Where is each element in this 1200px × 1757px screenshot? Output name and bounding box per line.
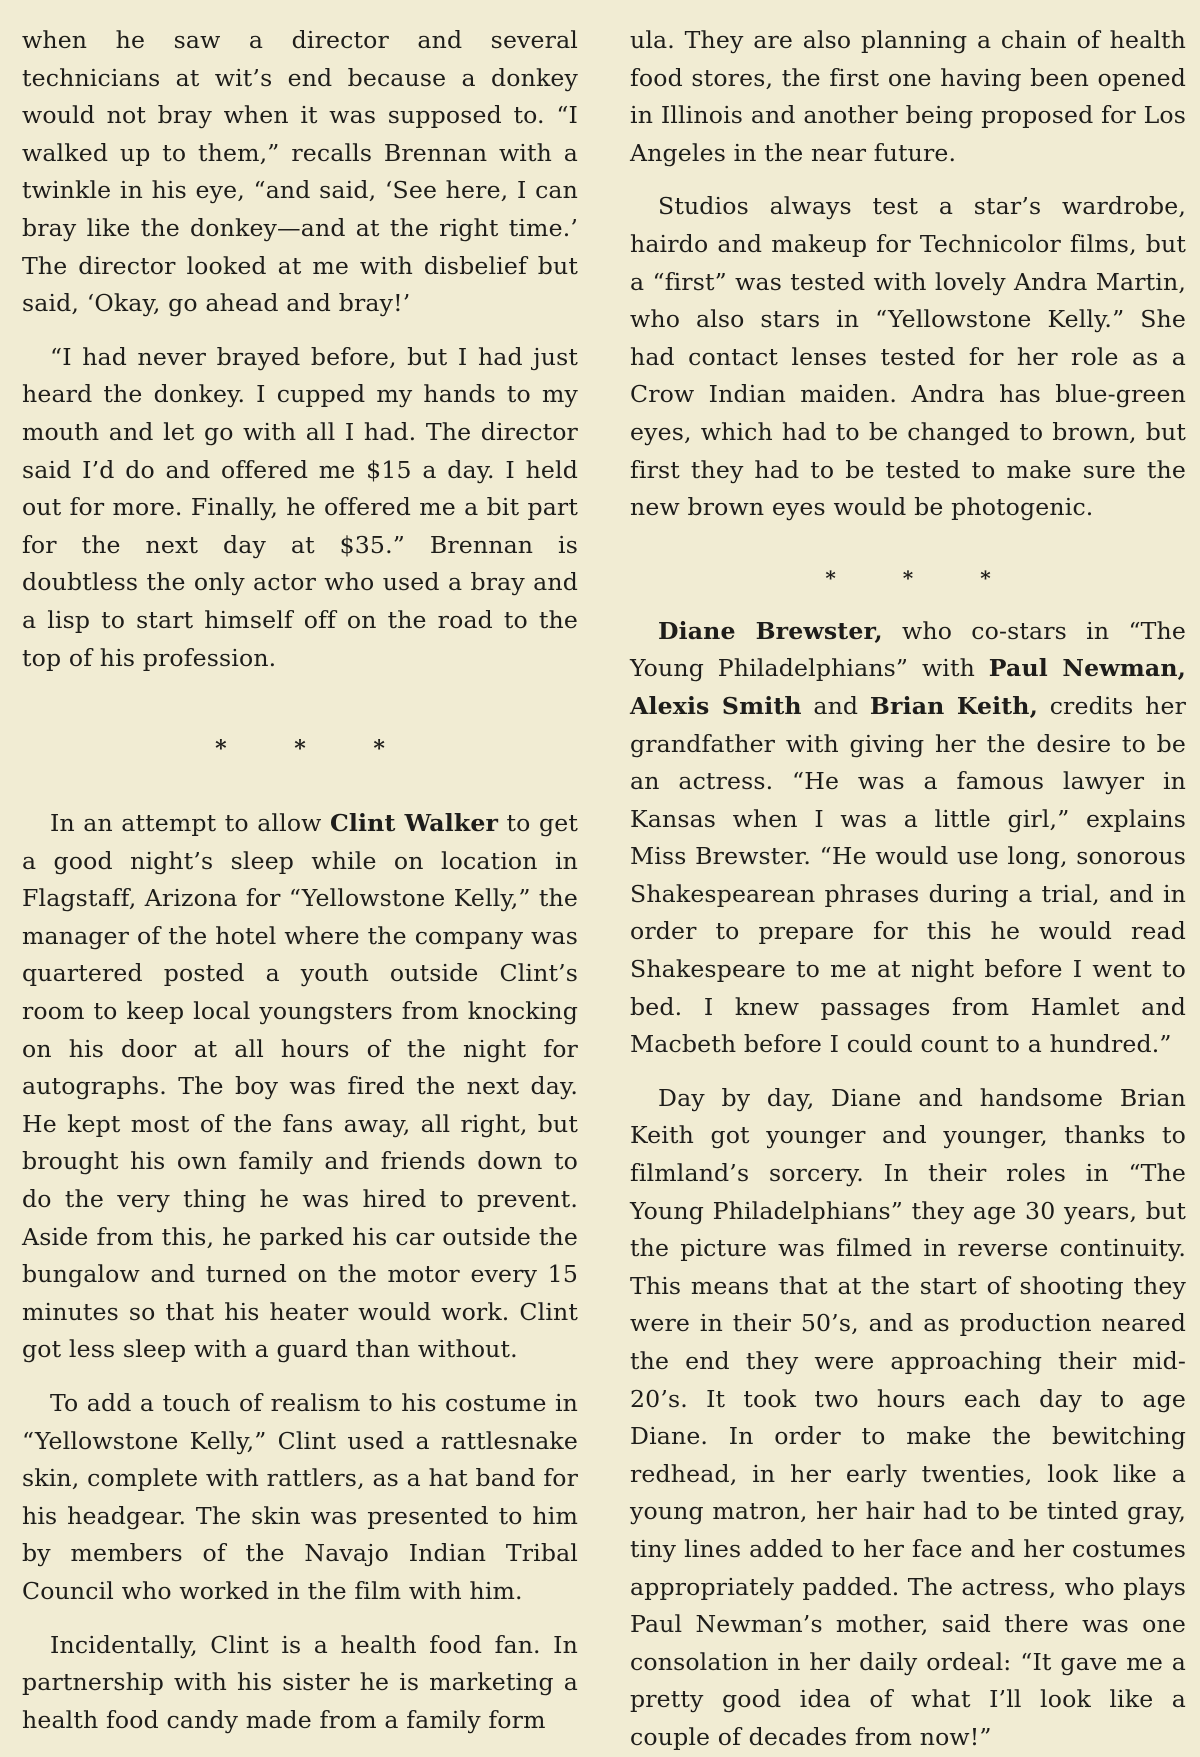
text-segment: credits her grandfather with giving her the desire to be an actress. “He was a famous lawyer in Kansas when I was a little girl,” explains Miss Brewster. “He would use long, sonorous Shakespearean phrases during a trial, and in order to prepare for this he would read Shakespeare to me at night before I went to bed. I knew passages from Hamlet and Macbeth before I could count to a hundred.” xyxy=(630,691,1187,1059)
paragraph-brennan-lisp: “I had never brayed before, but I had just heard the donkey. I cupped my hands to my mouth and let go with all I had. The director said I’d do and offered me $15 a day. I held out for more. Finally, he offered me a bit part for the next day at $35.” Brennan is doubtless the only actor who used a bray and a lisp to start himself off on the road to the top of his profession. xyxy=(22,342,578,672)
person-name-brian-keith: Brian Keith, xyxy=(869,691,1038,720)
section-separator: * * * xyxy=(215,736,415,763)
text-segment: In an attempt to allow xyxy=(50,809,322,838)
paragraph-reverse-continuity: Day by day, Diane and handsome Brian Keith got younger and younger, thanks to filmland’s sorcery. In their roles in “The Young Philadelphians” they age 30 years, but the picture was filmed in reverse continuity. This means that at the start of shooting they were in their 50’s, and as production neared the end they were approaching their mid-20’s. It took two hours each day to age Diane. In order to make the bewitching redhead, in her early twenties, look like a young matron, her hair had to be tinted gray, tiny lines added to her face and her costumes appropriately padded. The actress, who plays Paul Newman’s mother, said there was one consolation in her daily ordeal: “It gave me a pretty good idea of what I’ll look like a couple of decades from now!” xyxy=(630,1083,1186,1751)
paragraph-rattlesnake-hatband: To add a touch of realism to his costume in “Yellowstone Kelly,” Clint used a rattlesnake skin, complete with rattlers, as a hat band for his headgear. The skin was presented to him by members of the Navajo Indian Tribal Council who worked in the film with him. xyxy=(22,1389,578,1605)
paragraph-health-food: Incidentally, Clint is a health food fan. In partnership with his sister he is marketing a health food candy made from a family form xyxy=(22,1630,578,1734)
paragraph-health-food-stores: ula. They are also planning a chain of health food stores, the first one having been opened in Illinois and another being proposed for Los Angeles in the near future. xyxy=(630,26,1186,167)
paragraph-clint-walker-hotel xyxy=(22,805,578,1369)
paragraph-andra-martin: Studios always test a star’s wardrobe, hairdo and makeup for Technicolor films, but a “first” was tested with lovely Andra Martin, who also stars in “Yellowstone Kelly.” She had contact lenses tested for her role as a Crow Indian maiden. Andra has blue-green eyes, which had to be changed to brown, but first they had to be tested to make sure the new brown eyes would be photogenic. xyxy=(630,192,1186,522)
text-segment: and xyxy=(813,691,859,720)
right-column xyxy=(630,22,1186,1754)
text-segment: to get a good night’s sleep while on location in Flagstaff, Arizona for “Yellowstone Kelly,” the manager of the hotel where the company was quartered posted a youth outside Clint’s room to keep local youngsters from knocking on his door at all hours of the night for autographs. The boy was fired the next day. He kept most of the fans away, all right, but brought his own family and friends down to do the very thing he was hired to prevent. Aside from this, he parked his car outside the bungalow and turned on the motor every 15 minutes so that his heater would work. Clint got less sleep with a guard than without. xyxy=(22,809,578,1364)
left-column xyxy=(22,22,578,1754)
person-name-clint-walker: Clint Walker xyxy=(330,809,499,838)
text-segment: who co-stars in “The Young Philadelphians” with xyxy=(630,616,1186,683)
paragraph-diane-brewster xyxy=(630,613,1186,1064)
paragraph-brennan-bray: when he saw a director and several technicians at wit’s end because a donkey would not bray when it was supposed to. “I walked up to them,” recalls Brennan with a twinkle in his eye, “and said, ‘See here, I can bray like the donkey—and at the right time.’ The director looked at me with disbelief but said, ‘Okay, go ahead and bray!’ xyxy=(22,26,578,318)
person-names-newman-smith: Paul Newman, Alexis Smith xyxy=(630,654,1186,720)
section-separator: * * * xyxy=(825,565,1021,590)
person-name-diane-brewster: Diane Brewster, xyxy=(658,616,883,645)
